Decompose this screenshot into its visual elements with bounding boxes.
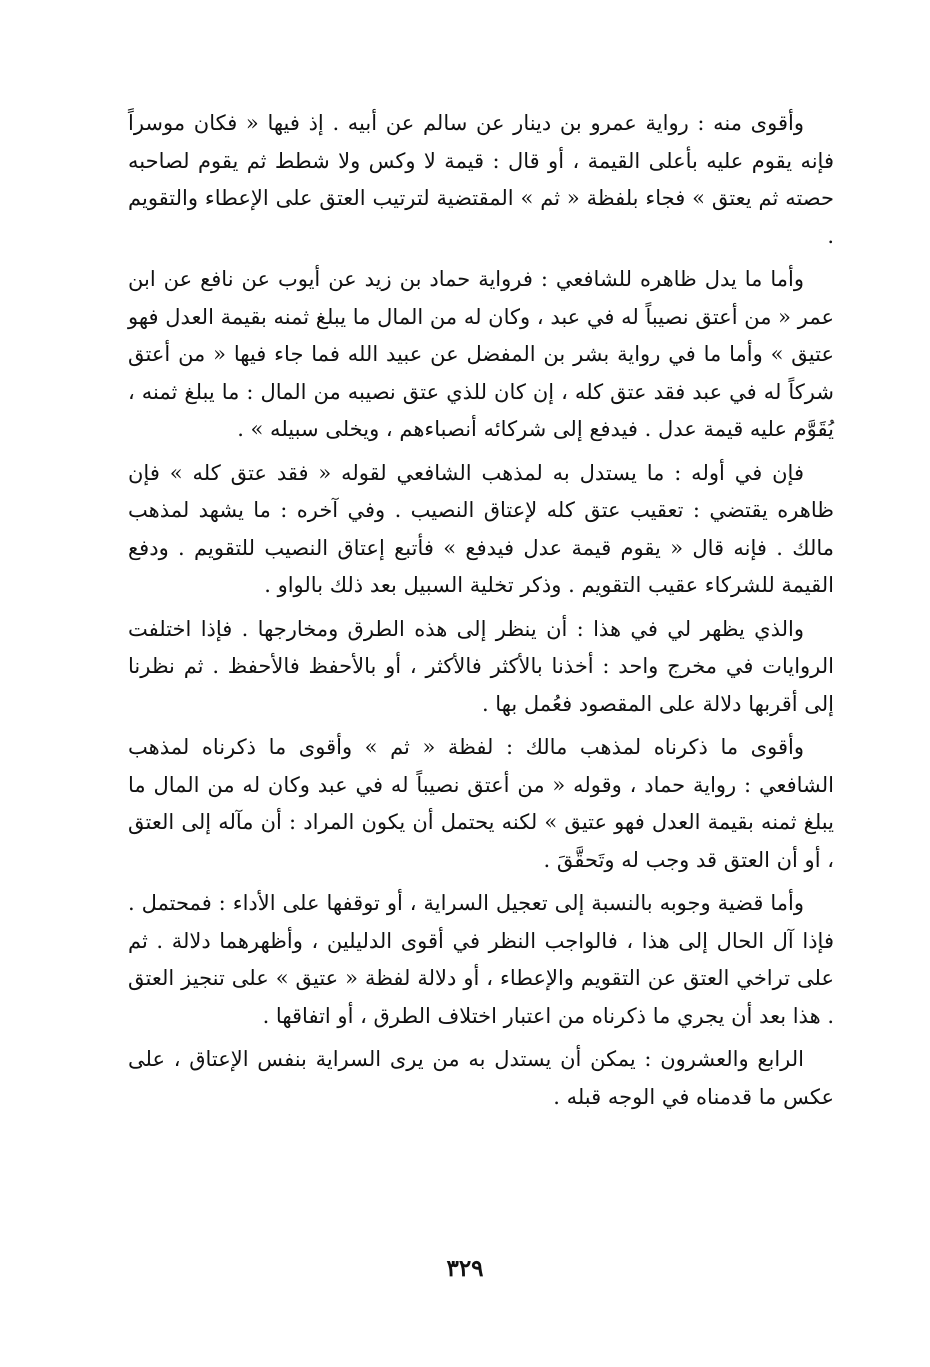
page-number: ٣٢٩: [446, 1255, 484, 1282]
paragraph-4: والذي يظهر لي في هذا : أن ينظر إلى هذه الطرق ومخارجها . فإذا اختلفت الروايات في مخرج واحد : أخذنا بالأكثر فالأكثر ، أو بالأحفظ فالأحفظ . ثم نظرنا إلى أقربها دلالة على المقصود فعُمل بها .: [128, 616, 834, 716]
paragraph-1: وأقوى منه : رواية عمرو بن دينار عن سالم عن أبيه . إذ فيها « فكان موسراً فإنه يقوم عليه بأعلى القيمة ، أو قال : قيمة لا وكس ولا شطط ثم يقوم لصاحبه حصته ثم يعتق » فجاء بلفظة « ثم » المقتضية لترتيب العتق على الإعطاء والتقويم .: [128, 111, 834, 248]
paragraph-3: فإن في أوله : ما يستدل به لمذهب الشافعي لقوله « فقد عتق كله » فإن ظاهره يقتضي : تعقيب عتق كله لإعتاق النصيب . وفي آخره : ما يشهد لمذهب مالك . فإنه قال « يقوم قيمة عدل فيدفع » فأتبع إعتاق النصيب للتقويم . ودفع القيمة للشركاء عقيب التقويم . وذكر تخلية السبيل بعد ذلك بالواو .: [128, 460, 834, 597]
paragraph-5: وأقوى ما ذكرناه لمذهب مالك : لفظة « ثم » وأقوى ما ذكرناه لمذهب الشافعي : رواية حماد ، وقوله « من أعتق نصيباً له في عبد وكان له من المال ما يبلغ ثمنه بقيمة العدل فهو عتيق » لكنه يحتمل أن يكون المراد : أن مآله إلى العتق ، أو أن العتق قد وجب له وتَحقَّقَ .: [128, 735, 834, 872]
page-body: [128, 105, 834, 1122]
paragraph-6: وأما قضية وجوبه بالنسبة إلى تعجيل السراية ، أو توقفها على الأداء : فمحتمل . فإذا آل الحال إلى هذا ، فالواجب النظر في أقوى الدليلين ، وأظهرهما دلالة . ثم على تراخي العتق عن التقويم والإعطاء ، أو دلالة لفظة « عتيق » على تنجيز العتق . هذا بعد أن يجري ما ذكرناه من اعتبار اختلاف الطرق ، أو اتفاقها .: [128, 891, 834, 1028]
paragraph-2: وأما ما يدل ظاهره للشافعي : فرواية حماد بن زيد عن أيوب عن نافع عن ابن عمر « من أعتق نصيباً له في عبد ، وكان له من المال ما يبلغ ثمنه بقيمة العدل فهو عتيق » وأما ما في رواية بشر بن المفضل عن عبيد الله فما جاء فيها « من أعتق شركاً له في عبد فقد عتق كله ، إن كان للذي عتق نصيبه من المال : ما يبلغ ثمنه ، يُقَوَّم عليه قيمة عدل . فيدفع إلى شركائه أنصباءهم ، ويخلى سبيله » .: [128, 267, 834, 441]
paragraph-7: الرابع والعشرون : يمكن أن يستدل به من يرى السراية بنفس الإعتاق ، على عكس ما قدمناه في الوجه قبله .: [128, 1047, 834, 1109]
